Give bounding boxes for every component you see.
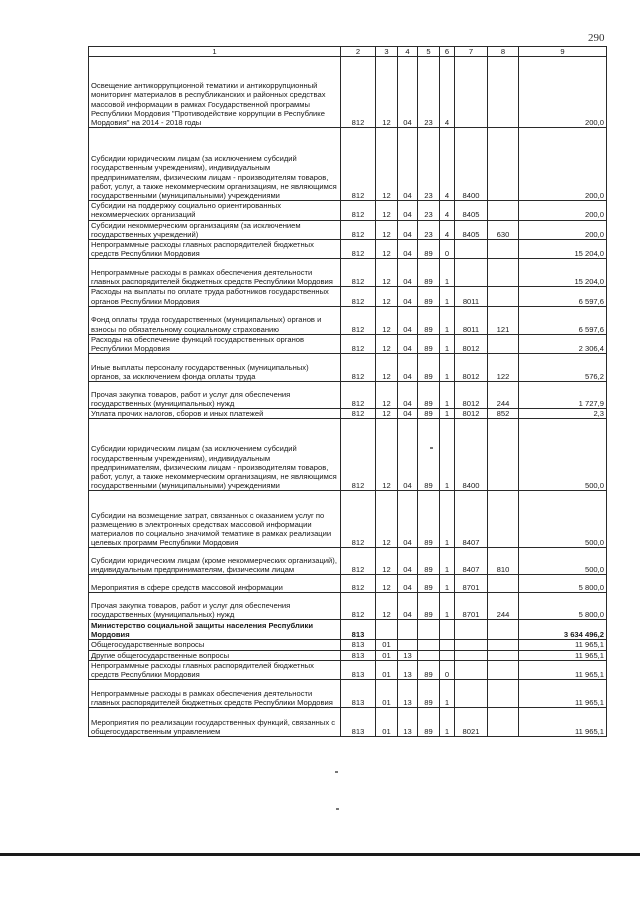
table-row [89,240,607,259]
amount: 200,0 [519,220,607,239]
code-program: 89 [418,419,440,491]
code-subprogram: 1 [440,491,455,548]
page-number: 290 [588,32,605,44]
code-target: 8012 [455,409,488,419]
code-target: 8011 [455,287,488,306]
code-target: 8701 [455,575,488,593]
code-program: 23 [418,57,440,128]
code-subprogram: 1 [440,409,455,419]
code-admin: 813 [341,620,376,640]
table-row [89,575,607,593]
code-expense-type [488,240,519,259]
code-subsection: 04 [398,201,418,220]
code-subsection: 04 [398,491,418,548]
code-target: 8012 [455,334,488,353]
code-target: 8011 [455,306,488,334]
row-name: Мероприятия в сфере средств массовой информации [89,575,341,593]
code-subsection: 04 [398,128,418,201]
code-expense-type: 244 [488,593,519,620]
code-target: 8400 [455,419,488,491]
row-name: Иные выплаты персоналу государственных (муниципальных) органов, за исключением фонда оплаты труда [89,354,341,382]
col-header: 6 [440,47,455,57]
code-program: 89 [418,708,440,737]
code-admin: 812 [341,259,376,287]
code-program [418,620,440,640]
code-program: 23 [418,220,440,239]
code-subprogram: 1 [440,680,455,708]
code-program: 89 [418,409,440,419]
code-admin: 812 [341,240,376,259]
code-subsection: 04 [398,259,418,287]
table-row [89,660,607,679]
code-admin: 812 [341,593,376,620]
code-target: 8407 [455,491,488,548]
code-admin: 812 [341,548,376,575]
code-expense-type: 810 [488,548,519,575]
code-section: 12 [376,57,398,128]
code-section: 12 [376,201,398,220]
amount: 11 965,1 [519,640,607,650]
col-header: 8 [488,47,519,57]
code-subprogram: 4 [440,128,455,201]
code-program: 89 [418,306,440,334]
code-section: 12 [376,575,398,593]
code-expense-type [488,575,519,593]
table-row [89,128,607,201]
amount: 200,0 [519,57,607,128]
code-subsection: 04 [398,354,418,382]
code-subprogram: 1 [440,259,455,287]
code-subprogram: 1 [440,306,455,334]
code-expense-type [488,57,519,128]
code-section: 12 [376,382,398,409]
code-section: 12 [376,419,398,491]
code-program: 89 [418,491,440,548]
amount: 11 965,1 [519,708,607,737]
code-subsection: 13 [398,680,418,708]
code-section: 01 [376,640,398,650]
code-subprogram: 0 [440,240,455,259]
row-name: Министерство социальной защиты населения Республики Мордовия [89,620,341,640]
col-header: 1 [89,47,341,57]
code-target: 8407 [455,548,488,575]
code-admin: 812 [341,419,376,491]
row-name: Непрограммные расходы в рамках обеспечения деятельности главных распорядителей бюджетных средств Республики Мордовия [89,680,341,708]
amount: 2 306,4 [519,334,607,353]
code-expense-type: 630 [488,220,519,239]
row-name: Мероприятия по реализации государственных функций, связанных с общегосударственным управлением [89,708,341,737]
code-admin: 812 [341,128,376,201]
amount: 500,0 [519,548,607,575]
code-subsection: 04 [398,409,418,419]
header-row [89,47,607,57]
table-row [89,419,607,491]
amount: 576,2 [519,354,607,382]
code-program: 89 [418,259,440,287]
row-name: Прочая закупка товаров, работ и услуг для обеспечения государственных (муниципальных) нужд [89,593,341,620]
code-admin: 813 [341,708,376,737]
table-row [89,354,607,382]
code-subprogram: 1 [440,287,455,306]
col-header: 5 [418,47,440,57]
code-subprogram: 1 [440,593,455,620]
code-admin: 812 [341,491,376,548]
code-section: 01 [376,708,398,737]
scan-speck [335,771,338,773]
code-section: 12 [376,354,398,382]
amount: 11 965,1 [519,680,607,708]
code-expense-type: 121 [488,306,519,334]
code-subsection [398,640,418,650]
code-subprogram: 1 [440,419,455,491]
code-subprogram: 1 [440,708,455,737]
code-expense-type [488,128,519,201]
row-name: Непрограммные расходы главных распорядителей бюджетных средств Республики Мордовия [89,240,341,259]
table-row [89,287,607,306]
row-name: Субсидии юридическим лицам (за исключением субсидий государственным учреждениям), индивидуальным предпринимателям, физическим лицам - производителям товаров, работ, услуг, а также некоммерческим организациям, не являющимся государственными (муниципальными) учреждениями [89,128,341,201]
row-name: Субсидии на поддержку социально ориентированных некоммерческих организаций [89,201,341,220]
code-program: 89 [418,354,440,382]
table-row [89,382,607,409]
code-section: 01 [376,660,398,679]
table-row [89,409,607,419]
code-expense-type [488,660,519,679]
page-bottom-rule [0,853,640,856]
table-row [89,548,607,575]
table-row [89,491,607,548]
amount: 6 597,6 [519,306,607,334]
code-expense-type [488,419,519,491]
table-row [89,220,607,239]
row-name: Субсидии некоммерческим организациям (за исключением государственных учреждений) [89,220,341,239]
code-target: 8405 [455,201,488,220]
code-subprogram [440,640,455,650]
table-row [89,259,607,287]
budget-table [88,46,607,737]
code-program: 89 [418,334,440,353]
table-row [89,306,607,334]
code-admin: 812 [341,201,376,220]
code-subprogram: 1 [440,548,455,575]
table-row [89,201,607,220]
amount: 500,0 [519,491,607,548]
code-section: 12 [376,240,398,259]
code-program: 89 [418,240,440,259]
code-section: 12 [376,259,398,287]
code-expense-type [488,620,519,640]
code-expense-type [488,259,519,287]
amount: 500,0 [519,419,607,491]
amount: 200,0 [519,201,607,220]
code-expense-type [488,680,519,708]
code-subprogram [440,620,455,640]
code-target [455,650,488,660]
code-section: 12 [376,491,398,548]
code-target [455,660,488,679]
row-name: Другие общегосударственные вопросы [89,650,341,660]
amount: 200,0 [519,128,607,201]
row-name: Непрограммные расходы главных распорядителей бюджетных средств Республики Мордовия [89,660,341,679]
code-section [376,620,398,640]
code-subsection: 13 [398,660,418,679]
amount: 3 634 496,2 [519,620,607,640]
code-subsection: 04 [398,287,418,306]
code-subsection: 04 [398,548,418,575]
table-row [89,334,607,353]
code-program: 23 [418,128,440,201]
code-subsection: 13 [398,708,418,737]
code-admin: 812 [341,220,376,239]
code-subprogram: 1 [440,334,455,353]
code-subprogram: 4 [440,220,455,239]
code-program: 89 [418,593,440,620]
row-name: Непрограммные расходы в рамках обеспечения деятельности главных распорядителей бюджетных средств Республики Мордовия [89,259,341,287]
code-target: 8400 [455,128,488,201]
code-section: 12 [376,287,398,306]
col-header: 4 [398,47,418,57]
code-program [418,640,440,650]
code-admin: 812 [341,334,376,353]
code-target [455,680,488,708]
code-expense-type [488,650,519,660]
code-section: 12 [376,128,398,201]
code-subsection: 04 [398,419,418,491]
code-section: 12 [376,593,398,620]
code-admin: 812 [341,382,376,409]
code-admin: 812 [341,306,376,334]
table-row [89,650,607,660]
col-header: 3 [376,47,398,57]
row-name: Расходы на обеспечение функций государственных органов Республики Мордовия [89,334,341,353]
code-section: 12 [376,548,398,575]
code-expense-type [488,491,519,548]
code-section: 12 [376,409,398,419]
row-name: Субсидии юридическим лицам (кроме некоммерческих организаций), индивидуальным предпринимателям, физическим лицам [89,548,341,575]
code-subsection: 04 [398,382,418,409]
code-subsection: 13 [398,650,418,660]
code-target: 8405 [455,220,488,239]
code-admin: 813 [341,640,376,650]
row-name: Прочая закупка товаров, работ и услуг для обеспечения государственных (муниципальных) нужд [89,382,341,409]
code-program: 23 [418,201,440,220]
code-expense-type [488,708,519,737]
row-name: Субсидии на возмещение затрат, связанных с оказанием услуг по размещению в электронных средствах массовой информации материалов по социально значимой тематике в рамках реализации целевых программ Республики Мордовия [89,491,341,548]
code-subprogram: 4 [440,57,455,128]
code-target [455,620,488,640]
code-subsection: 04 [398,240,418,259]
code-expense-type: 122 [488,354,519,382]
code-expense-type [488,287,519,306]
amount: 2,3 [519,409,607,419]
code-subprogram: 0 [440,660,455,679]
table-body [89,57,607,737]
scan-speck [336,808,339,810]
code-section: 12 [376,334,398,353]
code-subsection: 04 [398,57,418,128]
amount: 5 800,0 [519,593,607,620]
code-expense-type [488,334,519,353]
code-subprogram: 1 [440,575,455,593]
code-subprogram [440,650,455,660]
code-program: 89 [418,548,440,575]
code-admin: 812 [341,57,376,128]
code-subprogram: 1 [440,382,455,409]
code-expense-type: 244 [488,382,519,409]
code-section: 12 [376,220,398,239]
code-subsection [398,620,418,640]
row-name: Освещение антикоррупционной тематики и антикоррупционный мониторинг материалов в республиканских и районных средствах массовой информации в рамках Государственной программы Республики Мордовия "Противодействие коррупции в Республике Мордовия" на 2014 - 2018 годы [89,57,341,128]
col-header: 9 [519,47,607,57]
code-target [455,640,488,650]
code-expense-type: 852 [488,409,519,419]
code-target: 8701 [455,593,488,620]
table-row [89,708,607,737]
code-program: 89 [418,287,440,306]
code-subsection: 04 [398,575,418,593]
code-subsection: 04 [398,593,418,620]
code-program: 89 [418,680,440,708]
code-admin: 813 [341,680,376,708]
table-row [89,640,607,650]
code-admin: 812 [341,409,376,419]
col-header: 7 [455,47,488,57]
code-admin: 813 [341,660,376,679]
code-target: 8012 [455,354,488,382]
code-program [418,650,440,660]
table-row [89,680,607,708]
code-subsection: 04 [398,306,418,334]
row-name: Субсидии юридическим лицам (за исключением субсидий государственным учреждениям), индивидуальным предпринимателям, физическим лицам - производителям товаров, работ, услуг, а также некоммерческим организациям, не являющимся государственными (муниципальными) учреждениями [89,419,341,491]
code-section: 01 [376,680,398,708]
code-target: 8021 [455,708,488,737]
code-admin: 812 [341,287,376,306]
table-row [89,593,607,620]
amount: 15 204,0 [519,240,607,259]
code-expense-type [488,640,519,650]
table-row [89,620,607,640]
table-row [89,57,607,128]
code-section: 01 [376,650,398,660]
code-admin: 813 [341,650,376,660]
code-program: 89 [418,382,440,409]
code-target: 8012 [455,382,488,409]
amount: 11 965,1 [519,650,607,660]
code-subsection: 04 [398,334,418,353]
scan-speck [430,447,433,449]
code-program: 89 [418,660,440,679]
row-name: Расходы на выплаты по оплате труда работников государственных органов Республики Мордовия [89,287,341,306]
code-subprogram: 4 [440,201,455,220]
code-target [455,259,488,287]
code-subprogram: 1 [440,354,455,382]
amount: 1 727,9 [519,382,607,409]
code-program: 89 [418,575,440,593]
code-subsection: 04 [398,220,418,239]
amount: 6 597,6 [519,287,607,306]
code-target [455,57,488,128]
code-target [455,240,488,259]
amount: 5 800,0 [519,575,607,593]
row-name: Общегосударственные вопросы [89,640,341,650]
code-admin: 812 [341,354,376,382]
code-expense-type [488,201,519,220]
code-admin: 812 [341,575,376,593]
code-section: 12 [376,306,398,334]
row-name: Уплата прочих налогов, сборов и иных платежей [89,409,341,419]
row-name: Фонд оплаты труда государственных (муниципальных) органов и взносы по обязательному социальному страхованию [89,306,341,334]
amount: 11 965,1 [519,660,607,679]
col-header: 2 [341,47,376,57]
amount: 15 204,0 [519,259,607,287]
